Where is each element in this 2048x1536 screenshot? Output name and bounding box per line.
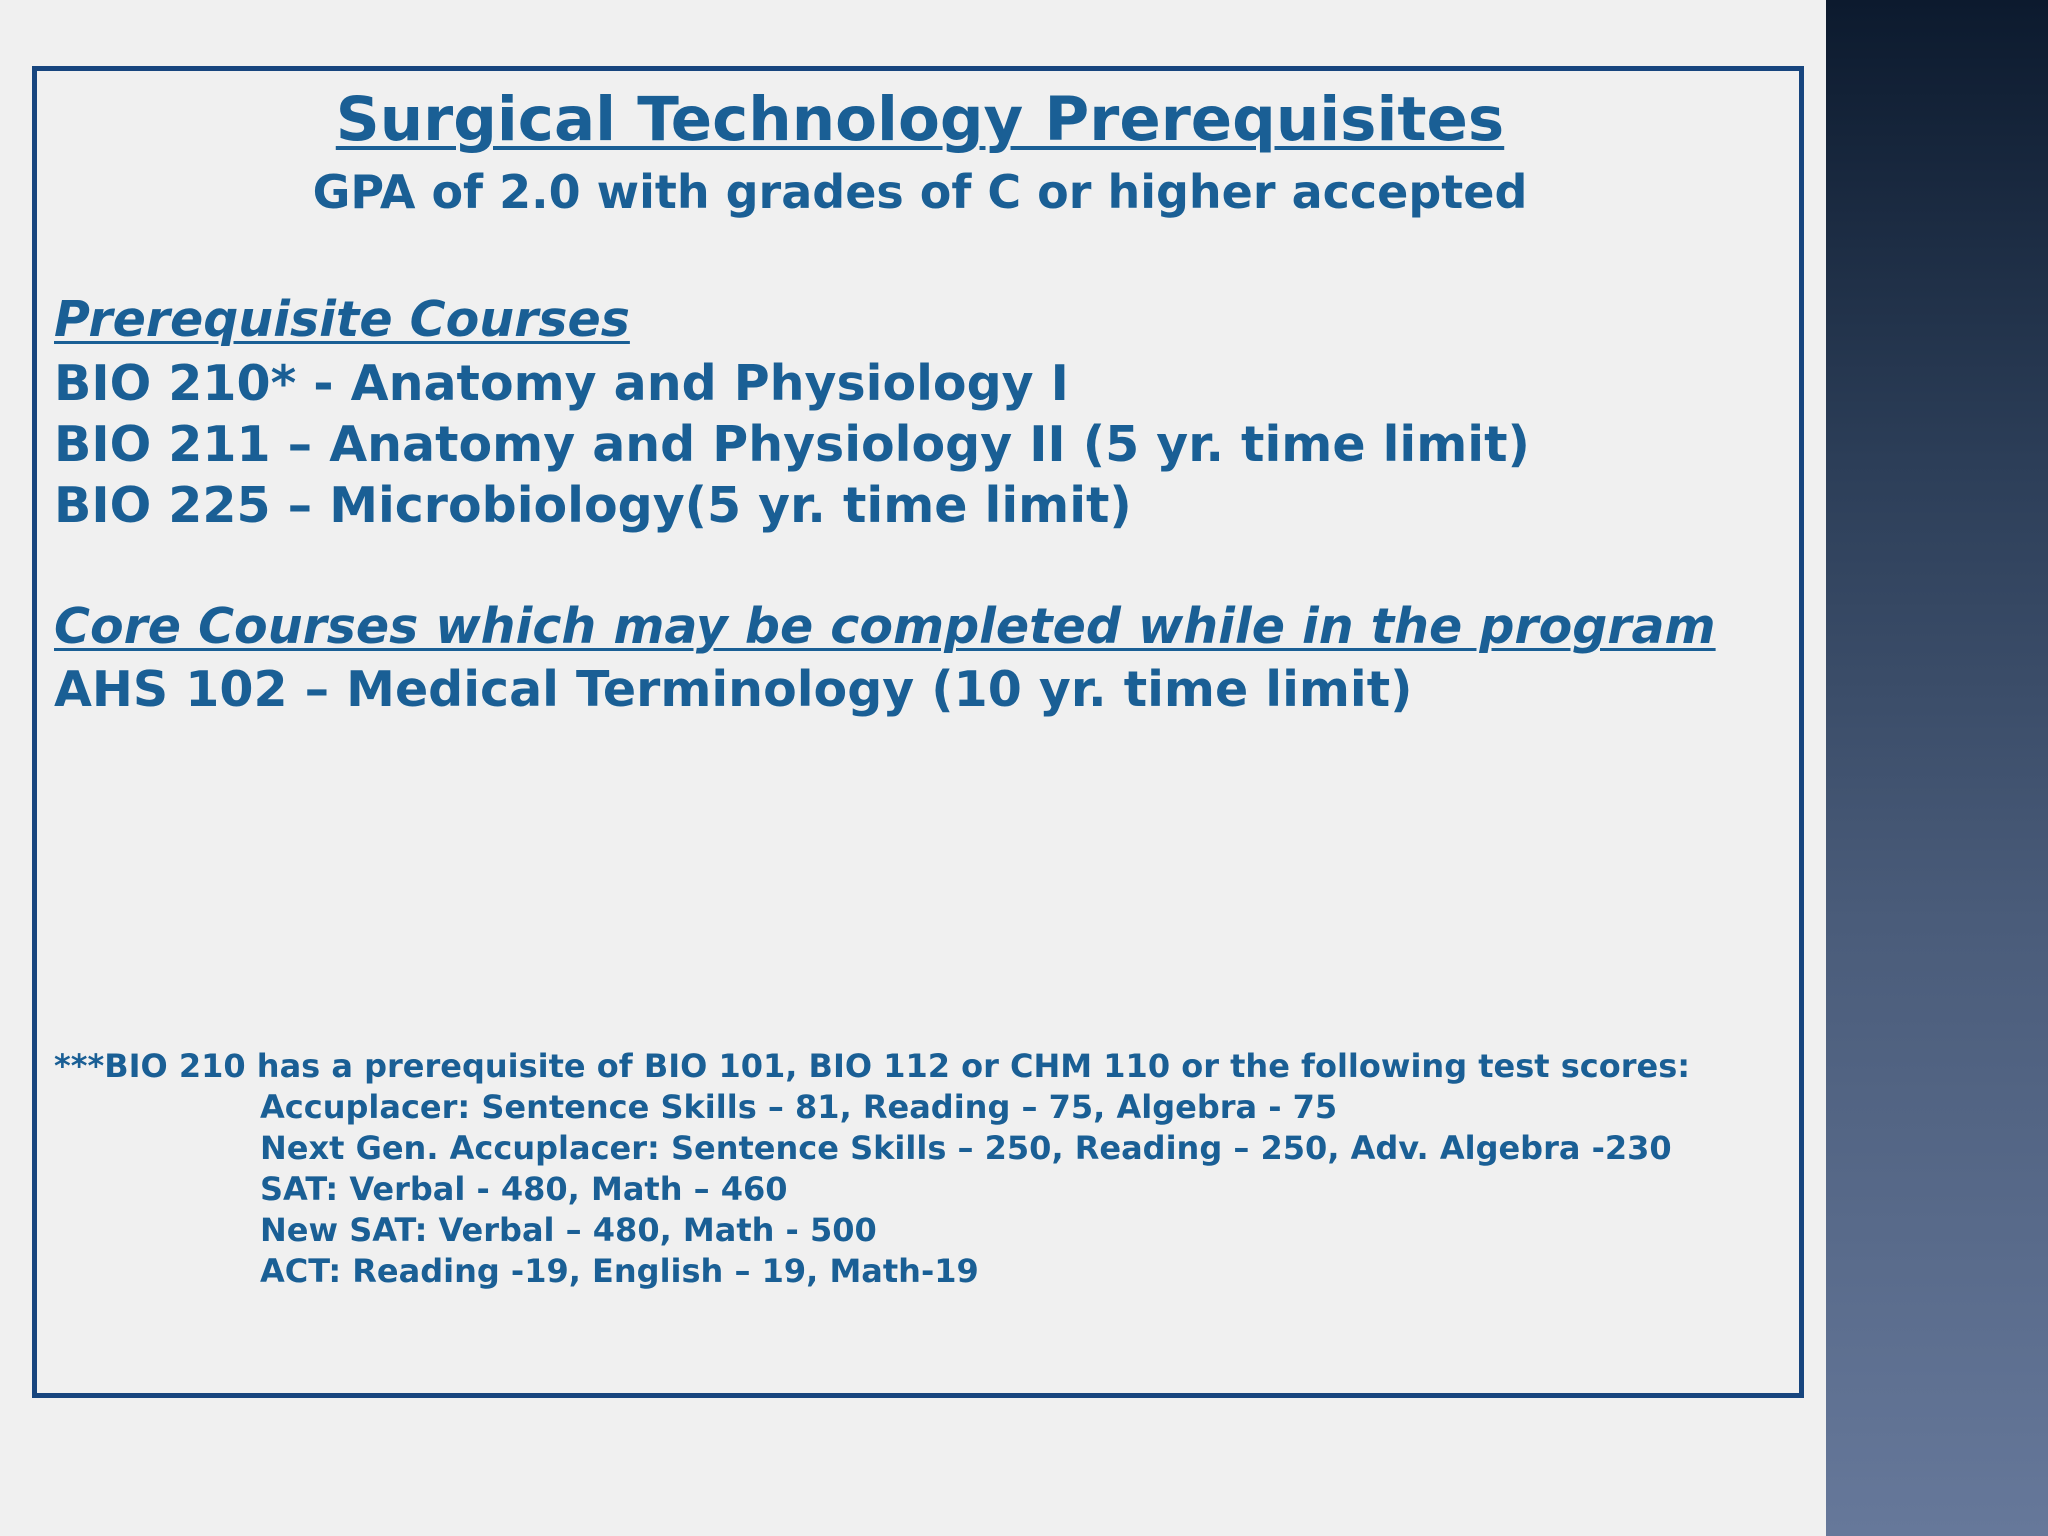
gpa-subtitle: GPA of 2.0 with grades of C or higher accepted bbox=[312, 165, 1528, 219]
score-next-gen-accuplacer: Next Gen. Accuplacer: Sentence Skills – 250, Reading – 250, Adv. Algebra -230 bbox=[260, 1129, 1672, 1167]
side-gradient-bar bbox=[1826, 0, 2048, 1536]
course-bio-211: BIO 211 – Anatomy and Physiology II (5 yr. time limit) bbox=[54, 416, 1530, 473]
score-new-sat: New SAT: Verbal – 480, Math - 500 bbox=[260, 1211, 877, 1249]
footnote-intro: ***BIO 210 has a prerequisite of BIO 101, BIO 112 or CHM 110 or the following test scores: bbox=[54, 1047, 1691, 1085]
course-bio-225: BIO 225 – Microbiology(5 yr. time limit) bbox=[54, 477, 1132, 534]
score-accuplacer: Accuplacer: Sentence Skills – 81, Reading – 75, Algebra - 75 bbox=[260, 1088, 1338, 1126]
bio-210-footnote bbox=[54, 1046, 1690, 1292]
page-title: Surgical Technology Prerequisites bbox=[335, 84, 1505, 155]
prerequisite-courses-heading: Prerequisite Courses bbox=[54, 291, 630, 348]
course-bio-210: BIO 210* - Anatomy and Physiology I bbox=[54, 355, 1069, 412]
course-ahs-102: AHS 102 – Medical Terminology (10 yr. time limit) bbox=[54, 661, 1413, 718]
score-act: ACT: Reading -19, English – 19, Math-19 bbox=[260, 1252, 979, 1290]
core-courses-heading: Core Courses which may be completed while in the program bbox=[54, 598, 1716, 655]
score-sat: SAT: Verbal - 480, Math – 460 bbox=[260, 1170, 788, 1208]
